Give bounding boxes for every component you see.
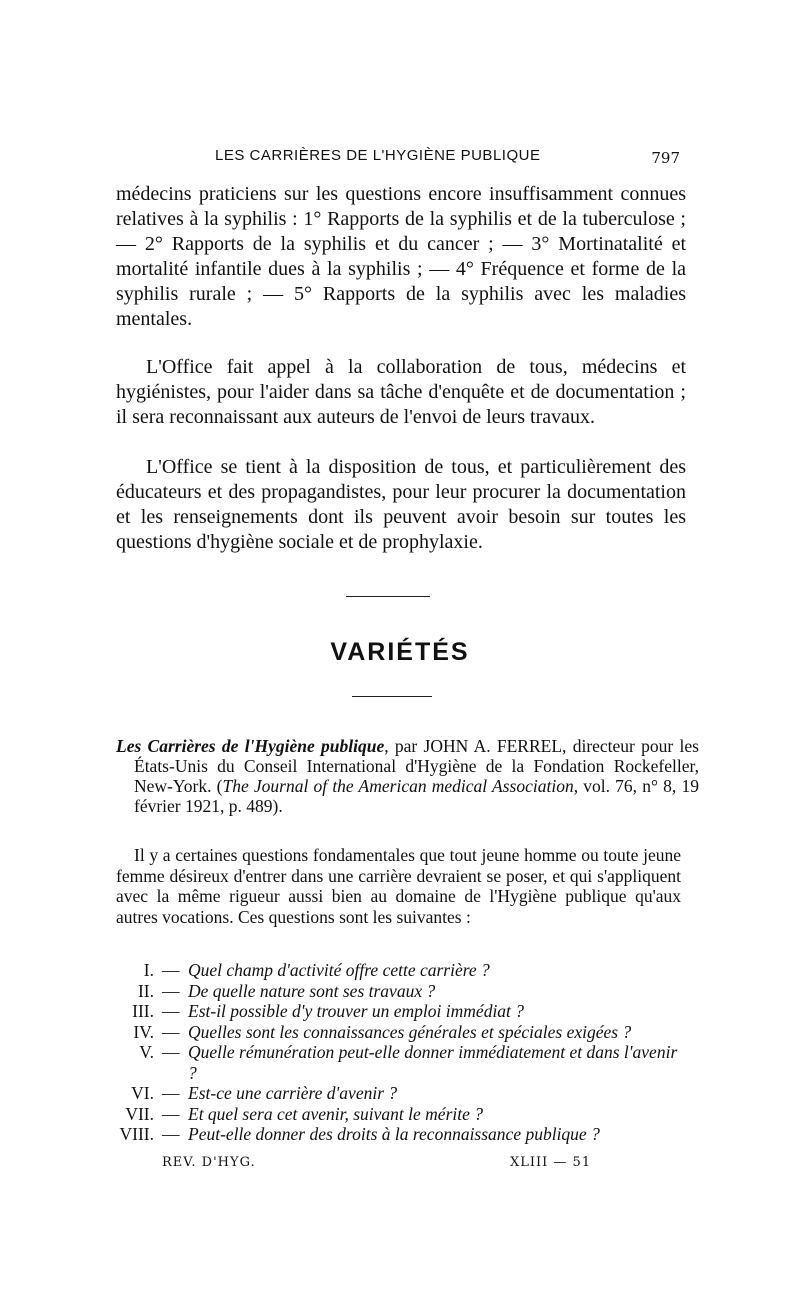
question-text: Est-ce une carrière d'avenir ?	[188, 1083, 398, 1103]
question-dash: —	[162, 1001, 180, 1021]
question-text: Quelles sont les connaissances générales et spéciales exigées ?	[188, 1021, 632, 1042]
question-text: Est-il possible d'y trouver un emploi immédiat ?	[188, 1001, 525, 1021]
question-dash: —	[162, 960, 180, 980]
question-item	[116, 1104, 686, 1125]
question-item	[116, 1083, 686, 1104]
question-dash: —	[162, 1083, 180, 1103]
question-number: VI.	[131, 1083, 154, 1103]
reference-title: Les Carrières de l'Hygiène publique	[116, 736, 385, 756]
paragraph-office-appeal: L'Office fait appel à la collaboration de tous, médecins et hygiénistes, pour l'aider dans sa tâche d'enquête et de documentation ; il sera reconnaissant aux auteurs de l'envoi de leurs travaux.	[116, 356, 686, 428]
paragraph-continuation: médecins praticiens sur les questions encore insuffisamment connues relatives à la syphilis : 1° Rapports de la syphilis et de la tuberculose ; — 2° Rapports de la syphilis et du cancer ; — 3° Mortinatalité et mortalité infantile dues à la syphilis ; — 4° Fréquence et forme de la syphilis rurale ; — 5° Rapports de la syphilis avec les maladies mentales.	[116, 183, 686, 330]
question-item	[116, 1124, 686, 1145]
running-title: LES CARRIÈRES DE L'HYGIÈNE PUBLIQUE	[215, 147, 541, 164]
page-number: 797	[651, 149, 680, 167]
reference-journal: The Journal of the American medical Association	[222, 776, 574, 796]
footer-volume-signature: XLIII — 51	[510, 1155, 592, 1170]
question-dash: —	[162, 1021, 180, 1042]
question-dash: —	[162, 1103, 180, 1124]
section-title: VARIÉTÉS	[330, 638, 470, 666]
question-item	[116, 1001, 686, 1022]
paragraph-office-disposition: L'Office se tient à la disposition de tous, et particulièrement des éducateurs et des propagandistes, pour leur procurer la documentation et les renseignements dont ils peuvent avoir besoin sur toutes les questions d'hygiène sociale et de prophylaxie.	[116, 456, 686, 553]
question-text: De quelle nature sont ses travaux ?	[188, 980, 436, 1001]
question-item	[116, 1022, 686, 1043]
question-number: II.	[137, 980, 154, 1001]
question-number: IV.	[133, 1021, 154, 1042]
question-item	[116, 1042, 686, 1083]
question-dash: —	[162, 1124, 180, 1144]
question-text: Quelle rémunération peut-elle donner immédiatement et dans l'avenir ?	[188, 1042, 678, 1083]
question-number: VII.	[125, 1103, 154, 1124]
question-dash: —	[162, 1042, 180, 1062]
question-number: V.	[139, 1042, 154, 1062]
question-number: VIII.	[119, 1124, 154, 1144]
question-item	[116, 981, 686, 1002]
questions-list	[116, 960, 686, 1145]
reference-details: , vol. 76, n° 8, 19 février 1921, p. 489).	[134, 776, 699, 816]
question-dash: —	[162, 980, 180, 1001]
separator-rule-bottom	[352, 696, 432, 697]
article-reference	[116, 736, 699, 816]
question-text: Et quel sera cet avenir, suivant le mérite ?	[188, 1103, 483, 1124]
question-text: Quel champ d'activité offre cette carrière ?	[188, 960, 490, 980]
separator-rule-top	[346, 596, 430, 597]
page-header	[215, 147, 680, 169]
question-number: I.	[143, 960, 154, 980]
question-item	[116, 960, 686, 981]
reference-byline: , par JOHN A. FERREL, directeur pour les États-Unis du Conseil International d'Hygiène de la Fondation Rockefeller, New-York. (	[134, 736, 699, 796]
question-number: III.	[132, 1001, 154, 1021]
footer-journal-abbrev: REV. D'HYG.	[162, 1155, 256, 1170]
question-text: Peut-elle donner des droits à la reconnaissance publique ?	[188, 1124, 600, 1144]
intro-paragraph: Il y a certaines questions fondamentales que tout jeune homme ou toute jeune femme désireux d'entrer dans une carrière devraient se poser, et qui s'appliquent avec la même rigueur aussi bien au domaine de l'Hygiène publique qu'aux autres vocations. Ces questions sont les suivantes :	[116, 845, 681, 927]
